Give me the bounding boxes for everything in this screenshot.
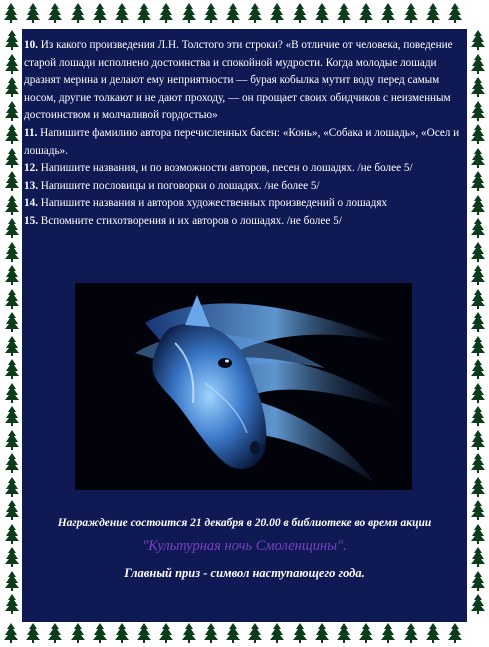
- fir-tree-icon: [5, 218, 19, 238]
- fir-tree-icon: [48, 623, 62, 643]
- fir-tree-icon: [5, 77, 19, 97]
- fir-tree-icon: [93, 3, 107, 23]
- fir-tree-icon: [471, 547, 485, 567]
- fir-tree-icon: [5, 124, 19, 144]
- fir-tree-icon: [5, 265, 19, 285]
- fir-tree-icon: [5, 359, 19, 379]
- question-10: [24, 37, 464, 125]
- fir-tree-icon: [448, 623, 462, 643]
- question-number: 14.: [24, 197, 38, 210]
- fir-tree-icon: [471, 571, 485, 591]
- fir-tree-icon: [204, 623, 218, 643]
- fir-tree-icon: [5, 500, 19, 520]
- fir-tree-icon: [471, 171, 485, 191]
- fir-tree-icon: [471, 500, 485, 520]
- question-15: [24, 213, 464, 231]
- fir-tree-icon: [293, 3, 307, 23]
- fir-tree-icon: [5, 524, 19, 544]
- fir-tree-icon: [471, 30, 485, 50]
- questions-list: [24, 37, 464, 231]
- fir-tree-icon: [471, 453, 485, 473]
- fir-tree-icon: [182, 623, 196, 643]
- question-text: Вспомните стихотворения и их авторов о лошадях. /не более 5/: [37, 214, 342, 227]
- fir-tree-icon: [471, 289, 485, 309]
- fir-tree-icon: [159, 3, 173, 23]
- fir-tree-icon: [204, 3, 218, 23]
- fir-tree-icon: [182, 3, 196, 23]
- fir-tree-icon: [404, 3, 418, 23]
- question-12: [24, 160, 464, 178]
- question-number: 13.: [24, 179, 38, 192]
- fir-tree-icon: [5, 430, 19, 450]
- fir-tree-icon: [471, 77, 485, 97]
- tree-border-right: [469, 0, 489, 645]
- question-14: [24, 195, 464, 213]
- fir-tree-icon: [26, 623, 40, 643]
- award-announcement: Награждение состоится 21 декабря в 20.00 в библиотеке во время акции: [57, 517, 432, 529]
- fir-tree-icon: [5, 336, 19, 356]
- tree-border-top: [0, 3, 489, 27]
- fir-tree-icon: [471, 195, 485, 215]
- question-text: Напишите фамилию автора перечисленных басен: «Конь», «Собака и лошадь», «Осел и лошадь».: [24, 126, 460, 157]
- fir-tree-icon: [471, 242, 485, 262]
- event-name: "Культурная ночь Смоленщины".: [142, 538, 347, 554]
- fir-tree-icon: [337, 3, 351, 23]
- fir-tree-icon: [5, 312, 19, 332]
- fir-tree-icon: [226, 623, 240, 643]
- fir-tree-icon: [71, 623, 85, 643]
- tree-border-bottom: [0, 623, 489, 647]
- fir-tree-icon: [293, 623, 307, 643]
- fir-tree-icon: [471, 524, 485, 544]
- fir-tree-icon: [93, 623, 107, 643]
- question-text: Напишите названия, и по возможности авторов, песен о лошадях. /не более 5/: [37, 162, 413, 175]
- fir-tree-icon: [137, 623, 151, 643]
- fir-tree-icon: [5, 30, 19, 50]
- fir-tree-icon: [5, 171, 19, 191]
- fir-tree-icon: [5, 242, 19, 262]
- fir-tree-icon: [248, 3, 262, 23]
- question-number: 11.: [24, 126, 38, 139]
- fir-tree-icon: [471, 406, 485, 426]
- fir-tree-icon: [471, 265, 485, 285]
- fir-tree-icon: [381, 3, 395, 23]
- fir-tree-icon: [5, 54, 19, 74]
- fir-tree-icon: [471, 312, 485, 332]
- fir-tree-icon: [5, 148, 19, 168]
- fir-tree-icon: [471, 336, 485, 356]
- fir-tree-icon: [381, 623, 395, 643]
- fir-tree-icon: [159, 623, 173, 643]
- main-prize-text: Главный приз - символ наступающего года.: [124, 566, 365, 580]
- fir-tree-icon: [404, 623, 418, 643]
- fir-tree-icon: [471, 218, 485, 238]
- fir-tree-icon: [471, 148, 485, 168]
- fir-tree-icon: [426, 3, 440, 23]
- content-panel: [22, 29, 467, 622]
- horse-illustration: [75, 283, 412, 490]
- question-text: Из какого произведения Л.Н. Толстого эти строки? «В отличие от человека, поведение старой лошади исполнено достоинства и спокойной мудрости. Когда молодые лошади дразнят мерина и делают ему неприятности — бурая кобылка мутит воду перед самым носом, другие толкают и не дают проходу, — он прощает своих обидчиков с неизменным достоинством и молчаливой гордостью»: [24, 39, 453, 122]
- question-number: 15.: [24, 214, 38, 227]
- fir-tree-icon: [471, 594, 485, 614]
- fir-tree-icon: [337, 623, 351, 643]
- fir-tree-icon: [248, 623, 262, 643]
- fir-tree-icon: [5, 406, 19, 426]
- question-number: 12.: [24, 162, 38, 175]
- fir-tree-icon: [226, 3, 240, 23]
- fir-tree-icon: [471, 383, 485, 403]
- fir-tree-icon: [471, 477, 485, 497]
- fir-tree-icon: [471, 54, 485, 74]
- fir-tree-icon: [448, 3, 462, 23]
- question-13: [24, 178, 464, 196]
- fir-tree-icon: [137, 3, 151, 23]
- fir-tree-icon: [359, 623, 373, 643]
- fir-tree-icon: [5, 477, 19, 497]
- fir-tree-icon: [5, 101, 19, 121]
- fir-tree-icon: [71, 3, 85, 23]
- fir-tree-icon: [315, 3, 329, 23]
- fir-tree-icon: [115, 623, 129, 643]
- fir-tree-icon: [5, 571, 19, 591]
- question-text: Напишите пословицы и поговорки о лошадях. /не более 5/: [37, 179, 320, 192]
- fir-tree-icon: [471, 101, 485, 121]
- fir-tree-icon: [5, 594, 19, 614]
- question-number: 10.: [24, 39, 38, 51]
- fir-tree-icon: [471, 430, 485, 450]
- question-11: [24, 125, 464, 160]
- fir-tree-icon: [5, 453, 19, 473]
- fir-tree-icon: [471, 124, 485, 144]
- fir-tree-icon: [270, 623, 284, 643]
- fir-tree-icon: [359, 3, 373, 23]
- fir-tree-icon: [270, 3, 284, 23]
- fir-tree-icon: [5, 195, 19, 215]
- fir-tree-icon: [5, 383, 19, 403]
- fir-tree-icon: [471, 359, 485, 379]
- horse-head-icon: [75, 283, 412, 490]
- question-text: Напишите названия и авторов художественных произведений о лошадях: [37, 197, 388, 210]
- fir-tree-icon: [5, 547, 19, 567]
- fir-tree-icon: [26, 3, 40, 23]
- fir-tree-icon: [315, 623, 329, 643]
- fir-tree-icon: [426, 623, 440, 643]
- fir-tree-icon: [5, 289, 19, 309]
- fir-tree-icon: [115, 3, 129, 23]
- fir-tree-icon: [48, 3, 62, 23]
